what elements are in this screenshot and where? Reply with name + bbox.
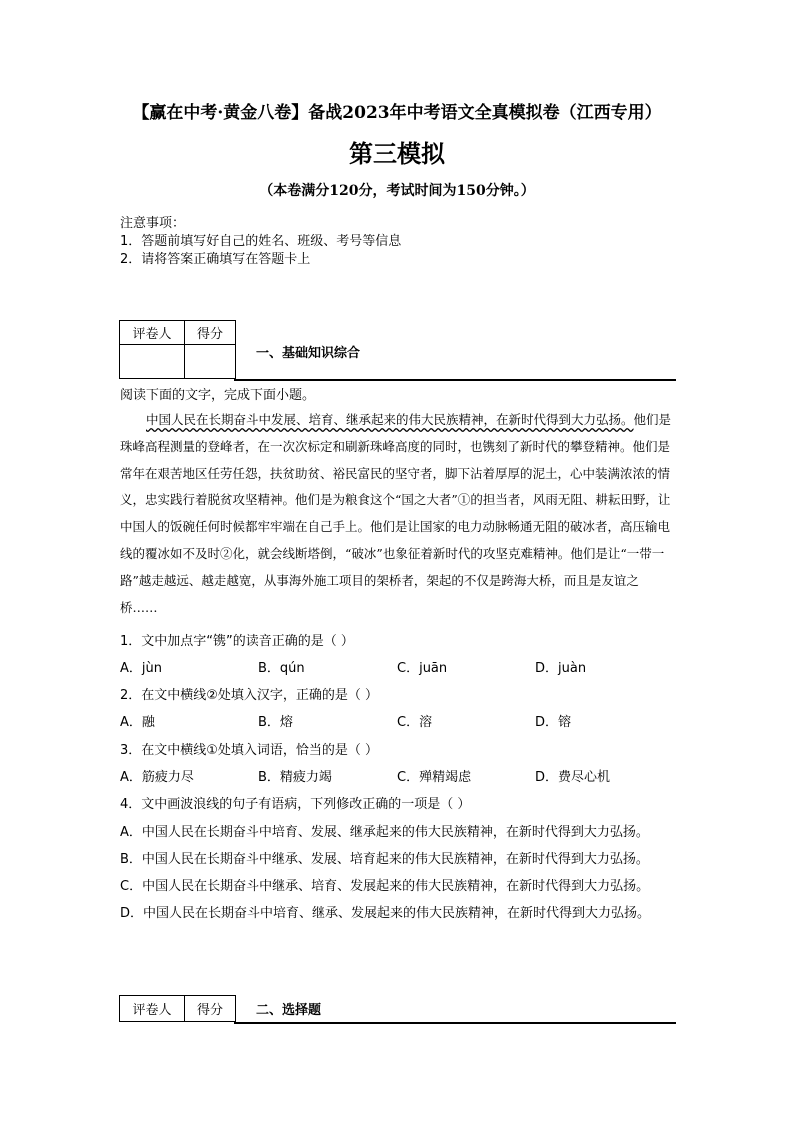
- exam-note: （本卷满分120分，考试时间为150分钟。）: [259, 183, 535, 199]
- option-d: D．镕: [535, 715, 572, 730]
- option-b: B．中国人民在长期奋斗中继承、发展、培育起来的伟大民族精神，在新时代得到大力弘扬。: [120, 852, 649, 867]
- passage-text: 他们是珠峰高程测量的登峰者，在一次次标定和刷新珠峰高度的同时，也镌刻了新时代的攀登精神。他们是常年在艰苦地区任劳任怨，扶贫助贫、裕民富民的坚守者，脚下沾着厚厚的泥土，心中装满浓浓的情义，忠实践行着脱贫攻坚精神。他们是为粮食这个“国之大者”: [120, 412, 672, 508]
- option-c: C．溶: [397, 715, 433, 730]
- reading-passage: [120, 407, 676, 621]
- option-b: B．qún: [258, 661, 305, 676]
- option-c: C．juān: [397, 661, 448, 676]
- option-d: D．中国人民在长期奋斗中培育、继承、发展起来的伟大民族精神，在新时代得到大力弘扬。: [120, 906, 651, 921]
- option-d: D．juàn: [535, 661, 587, 676]
- question-stem: 4．文中画波浪线的句子有语病，下列修改正确的一项是（ ）: [120, 797, 471, 812]
- score-cell: [185, 345, 236, 379]
- option-a: A．融: [120, 715, 155, 730]
- blank-marker-2: ②: [220, 545, 233, 561]
- document-subtitle: 第三模拟: [349, 139, 445, 168]
- score-label: 得分: [185, 321, 236, 345]
- option-a: A．筋疲力尽: [120, 770, 194, 785]
- score-table-2: [119, 995, 236, 1022]
- score-label: 得分: [185, 996, 236, 1022]
- section-divider: [234, 1022, 676, 1024]
- wavy-sentence: 中国人民在长期奋斗中发展、培育、继承起来的伟大民族精神，在新时代得到大力弘扬。: [146, 412, 634, 427]
- question-stem: 3．在文中横线①处填入词语，恰当的是（ ）: [120, 743, 379, 758]
- question-stem: 2．在文中横线②处填入汉字，正确的是（ ）: [120, 688, 379, 703]
- option-c: C．中国人民在长期奋斗中继承、培育、发展起来的伟大民族精神，在新时代得到大力弘扬。: [120, 879, 650, 894]
- section-title: 一、基础知识综合: [256, 346, 361, 361]
- notice-heading: 注意事项：: [120, 216, 186, 231]
- notice-item: 2．请将答案正确填写在答题卡上: [120, 252, 311, 267]
- grader-label: 评卷人: [120, 321, 185, 345]
- passage-text: 化，就会线断塔倒，“破冰”也象征着新时代的攻坚克难精神。他们是让“一带一路”越走越远、越走越宽，从事海外施工项目的架桥者，架起的不仅是跨海大桥，而且是友谊之桥……: [120, 545, 665, 615]
- grader-cell: [120, 345, 185, 379]
- option-a: A．jùn: [120, 661, 162, 676]
- passage-text: 的担当者，风雨无阻、耕耘田野，让中国人的饭碗任何时候都牢牢端在自己手上。他们是让国家的电力动脉畅通无阻的破冰者，高压输电线的覆冰如不及时: [120, 492, 671, 561]
- section-divider: [234, 379, 676, 381]
- blank-marker-1: ①: [457, 492, 471, 508]
- option-b: B．精疲力竭: [258, 770, 332, 785]
- document-title: 【赢在中考·黄金八卷】备战2023年中考语文全真模拟卷（江西专用）: [132, 103, 662, 123]
- notice-item: 1．答题前填写好自己的姓名、班级、考号等信息: [120, 234, 402, 249]
- score-table-1: [119, 320, 236, 379]
- grader-label: 评卷人: [120, 996, 185, 1022]
- option-c: C．殚精竭虑: [397, 770, 472, 785]
- option-a: A．中国人民在长期奋斗中培育、发展、继承起来的伟大民族精神，在新时代得到大力弘扬。: [120, 825, 649, 840]
- reading-instruction: 阅读下面的文字，完成下面小题。: [120, 388, 316, 403]
- option-b: B．熔: [258, 715, 293, 730]
- option-d: D．费尽心机: [535, 770, 611, 785]
- section-title: 二、选择题: [256, 1003, 322, 1018]
- question-stem: 1．文中加点字“镌”的读音正确的是（ ）: [120, 634, 354, 649]
